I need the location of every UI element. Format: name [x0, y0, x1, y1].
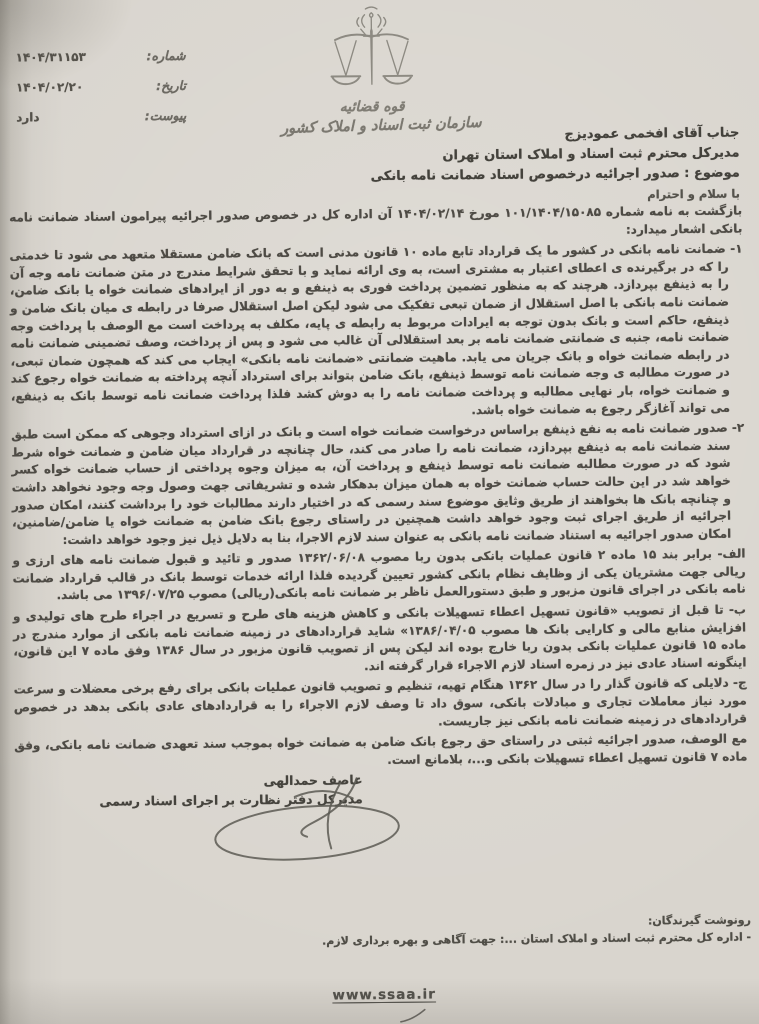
salutation-line: با سلام و احترام [647, 186, 741, 202]
paragraph-item-alef: الف- برابر بند ۱۵ ماده ۲ قانون عملیات بانکی بدون ربا مصوب ۱۳۶۲/۰۶/۰۸ صدور و تائید و قبول ضمانت نامه های ارزی و ریالی جهت مشتریان یکی از وظایف نظام بانکی کشور تعیین گردیده فلذا ارائه خدمات توسط بانک در قالب قرارداد ضمانت نامه بانکی در اجرای قانون مزبور و طبق دستورالعمل ناظر بر ضمانت نامه بانکی(ریالی) مصوب ۱۳۹۶/۰۷/۲۵ می باشد. [12, 546, 746, 603]
recipient-block [370, 124, 740, 208]
paragraph-item-jim: ج- دلایلی که قانون گذار را در سال ۱۳۶۲ هنگام تهیه، تنظیم و تصویب قانون عملیات بانکی برای رفع برخی معضلات و سرعت مورد نیاز معاملات تجاری و مبادلات بانکی، سوق داد تا وصف لازم الاجراء را به قراردادهای عادی بانکی بدهد در خصوص قراردادهای در زمینه ضمانت نامه بانکی نیز جاریست. [13, 675, 748, 729]
letter-meta-block [16, 48, 187, 140]
conclusion-paragraph: مع الوصف، صدور اجرائیه ثبتی در راستای حق رجوع بانک ضامن به ضمانت خواه بموجب سند تعهدی ضمانت نامه بانکی، وفق ماده ۷ قانون تسهیل اعطاء تسهیلات بانکی و...، بلامانع است. [14, 731, 748, 767]
number-value: ۱۴۰۴/۳۱۱۵۳ [15, 49, 86, 65]
letter-body [9, 203, 747, 776]
meta-row-number [16, 48, 186, 65]
number-label: شماره: [146, 47, 186, 64]
cc-recipient-line: - اداره کل محترم ثبت اسناد و املاک استان ...: جهت آگاهی و بهره برداری لازم. [321, 930, 752, 948]
signatory-title: مدیرکل دفتر نظارت بر اجرای اسناد رسمی [99, 791, 363, 809]
letterhead-organization: سازمان ثبت اسناد و املاک کشور [280, 114, 482, 138]
subject-line: موضوع : صدور اجرائیه درخصوص اسناد ضمانت نامه بانکی [370, 165, 740, 185]
letterhead-authority: قوه قضائیه [339, 98, 405, 116]
attachment-label: پیوست: [144, 107, 187, 124]
judiciary-scales-emblem-icon [311, 5, 432, 102]
recipient-title: مدیرکل محترم ثبت اسناد و املاک استان تهران [442, 145, 740, 164]
date-label: تاریخ: [155, 77, 186, 94]
intro-paragraph: بازگشت به نامه شماره ۱۰۱/۱۴۰۴/۱۵۰۸۵ مورخ ۱۴۰۴/۰۲/۱۴ آن اداره کل در خصوص صدور اجرائیه پیرامون اسناد ضمانت نامه بانکی اشعار میدارد: [9, 203, 743, 237]
meta-row-date [16, 78, 186, 95]
attachment-value: دارد [16, 110, 40, 125]
paragraph-item-2: ۲- صدور ضمانت نامه به نفع ذینفع براساس درخواست ضمانت خواه است و بانک در ازای استرداد وجوهی که ممکن است طبق سند ضمانت نامه به ذینفع بپردازد، ضمانت نامه را صادر می کند، حال چنانچه در قرارداد میان ضامن و ضمانت خواه شرط شود که در صورت مطالبه ضمانت نامه توسط ذینفع و پرداخت آن، به میزان وجوه پرداختی از حساب ضمانت خواه کسر خواهد شد در این حالت حساب ضمانت خواه به همان میزان بدهکار شده و تشریفاتی جهت وصول وجه وجود نخواهد داشت و چنانچه بانک ها بخواهند از طریق وثایق موضوع سند رسمی که در اختیار دارند مطالبات خود را برداشت کنند، امکان صدور اجرائیه از طریق اجرای ثبت وجود خواهد داشت همچنین در راستای رجوع بانک ضامن به ضمانت خواه یا ضامن/ضامنین، امکان صدور اجرائیه به استناد ضمانت نامه بانکی به عنوان سند لازم الاجرا، بنا به دلایل ذیل نیز وجود خواهد داشت: [11, 420, 745, 547]
date-value: ۱۴۰۴/۰۲/۲۰ [15, 79, 84, 95]
cc-heading: رونوشت گیرندگان: [647, 913, 751, 928]
handwritten-signature-icon [199, 774, 420, 876]
pen-mark-icon [397, 1008, 431, 1024]
signatory-name: عاصف حمدالهی [263, 772, 363, 789]
recipient-name: جناب آقای افخمی عمودیزج [564, 125, 740, 143]
meta-row-attachment [16, 108, 186, 125]
cc-block [322, 911, 751, 949]
paragraph-item-be: ب- تا قبل از تصویب «قانون تسهیل اعطاء تسهیلات بانکی و کاهش هزینه های طرح و تسریع در اجراء طرح های تولیدی و افزایش منابع مالی و کارایی بانک ها مصوب ۱۳۸۶/۰۴/۰۵» شاید قراردادهای در زمینه ضمانت نامه بانکی از موارد مندرج در ماده ۱۵ قانون عملیات بانکی بدون ربا خارج بوده اند لیکن پس از تصویب قانون مزبور در سال ۱۳۸۶ وفق ماده ۷ این قانون، اینگونه اسناد عادی نیز در زمره اسناد لازم الاجراء قرار گرفته اند. [12, 602, 747, 673]
website-link[interactable]: www.ssaa.ir [332, 986, 436, 1004]
paragraph-item-1: ۱- ضمانت نامه بانکی در کشور ما یک قرارداد تابع ماده ۱۰ قانون مدنی است که بانک ضامن مستقلا متعهد می شود تا خدمتی را که در برگیرنده ی اعطای اعتبار به مشتری است، به وی ارائه نماید و با تحقق شرایط مندرج در متن ضمانت نامه وجه آن را به ذینفع بپردازد. هرچند که به منظور تضمین پرداخت فوری به ذینفع و به دور از ایرادهای ضمانت خواه یا بانک ضامن، ضمانت نامه بانکی با اصل استقلال از ضمان تبعی تفکیک می شود لیکن اصل استقلال صرفا در رابطه ی میان بانک ضامن و ذینفع، حاکم است و بانک بدون توجه به ایرادات مربوط به رابطه ی پایه، مکلف به پرداخت است مع الوصف با پرداخت وجه ضمانت نامه، جنبه ی ضمانتی ضمانت نامه بر بعد استقلالی آن غالب می شود و پس از پرداخت، وصف تضمینی ضمانت نامه در رابطه ضمانت خواه و بانک جریان می یابد. ماهیت ضمانتی «ضمانت نامه بانکی» ایجاب می کند که همچون ضمان تبعی، در صورت مطالبه ی وجه ضمانت نامه توسط ذینفع، بانک ضامن بتواند برای استرداد آنچه پرداخته به ضمانت خواه رجوع کند و ضمانت خواه، بار نهایی مطالبه و پرداخت ضمانت نامه را به دوش کشد فلذا پرداخت ضمانت نامه توسط بانک به ذینفع، می تواند آغازگر رجوع به ضمانت خواه باشد. [9, 241, 743, 417]
